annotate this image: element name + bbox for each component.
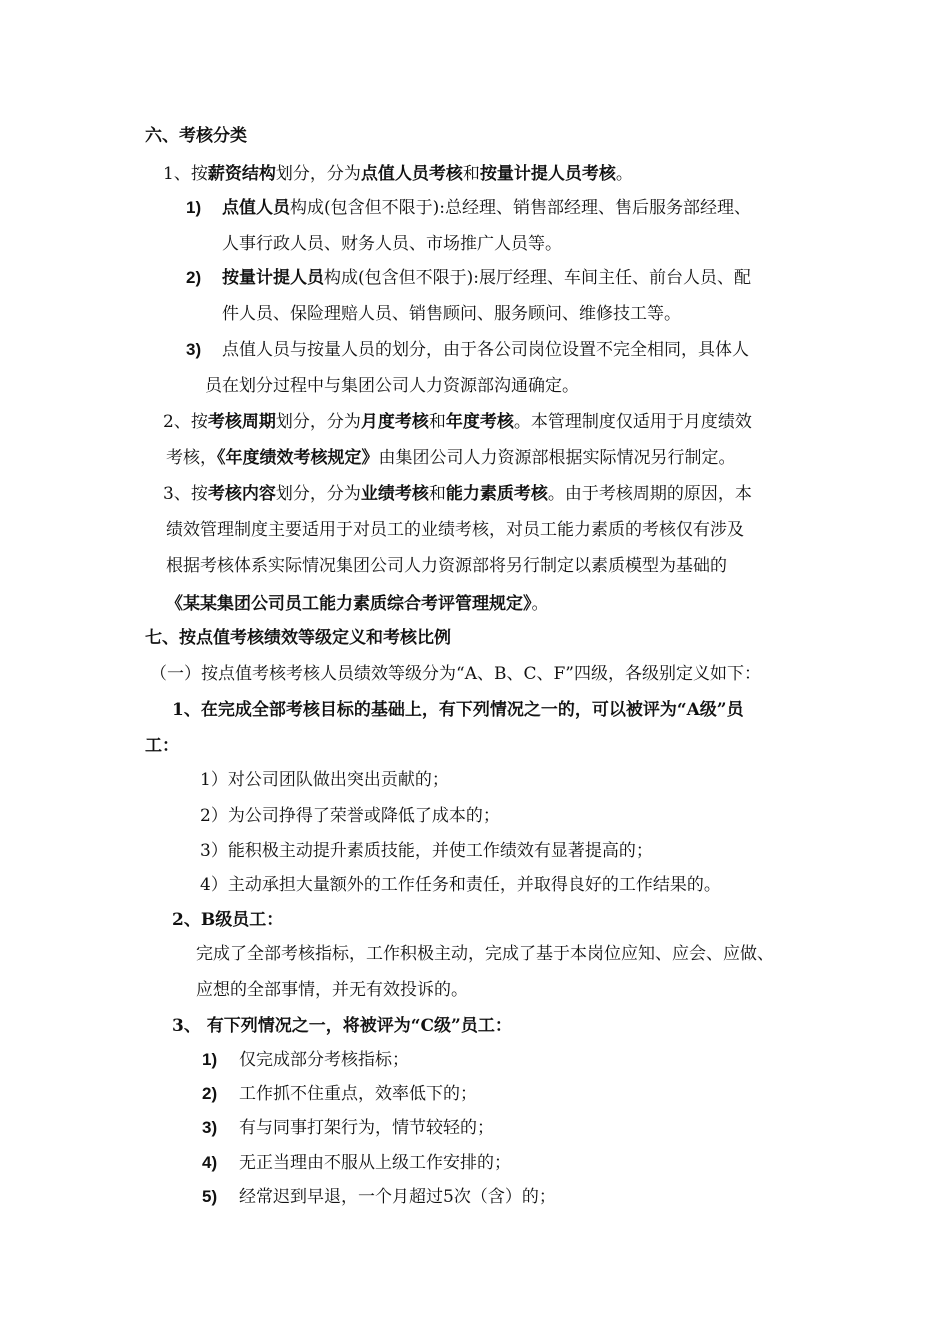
item2-t3: 。本管理制度仅适用于月度绩效: [513, 412, 752, 432]
item2-cont-a: 考核，: [166, 448, 217, 468]
item2-t2: 和: [428, 412, 446, 432]
gradeC-item-text: 工作抓不住重点，效率低下的；: [239, 1084, 477, 1104]
gradeC-item: [202, 1116, 494, 1140]
item1-sub1-bold: 点值人员: [222, 198, 290, 218]
item3-cont1: 绩效管理制度主要适用于对员工的业绩考核，对员工能力素质的考核仅有涉及: [166, 520, 744, 540]
item2-cont-b: 由集团公司人力资源部根据实际情况另行制定。: [378, 448, 736, 468]
gradeB-desc2: 应想的全部事情，并无有效投诉的。: [196, 980, 468, 1000]
item2-line: [163, 410, 752, 434]
item1-sub3-num: 3): [186, 340, 202, 359]
gradeB-title: 2、B级员工：: [172, 910, 284, 930]
item1-k1: 薪资结构: [207, 164, 276, 184]
item3-k3: 能力素质考核: [445, 484, 548, 504]
gradeC-title: 3、 有下列情况之一，将被评为“C级”员工：: [172, 1016, 512, 1036]
item3-cont3-bold: 《某某集团公司员工能力素质综合考评管理规定》: [166, 594, 532, 614]
item2-lead: 2、按: [163, 412, 208, 432]
item1-lead: 1、按: [163, 164, 208, 184]
gradeA-item: 1）对公司团队做出突出贡献的；: [200, 770, 449, 790]
item3-cont3-tail: 。: [531, 594, 549, 614]
item2-k1: 考核周期: [207, 412, 276, 432]
item3-lead: 3、按: [163, 484, 208, 504]
item1-t3: 。: [615, 164, 633, 184]
gradeC-item-num: 2): [202, 1084, 218, 1103]
item3-t1: 划分，分为: [275, 484, 361, 504]
gradeA-item: 3）能积极主动提升素质技能，并使工作绩效有显著提高的；: [200, 841, 653, 861]
gradeA-title-cont: 工：: [145, 736, 179, 756]
gradeC-item-num: 5): [202, 1187, 218, 1206]
item1-sub3-text: 点值人员与按量人员的划分，由于各公司岗位设置不完全相同，具体人: [222, 340, 749, 360]
gradeC-item: [202, 1082, 477, 1106]
section7-heading: 七、按点值考核绩效等级定义和考核比例: [145, 628, 451, 648]
gradeC-item-text: 有与同事打架行为，情节较轻的；: [239, 1118, 494, 1138]
gradeC-item: [202, 1185, 556, 1209]
item3-k1: 考核内容: [207, 484, 276, 504]
item1-k2: 点值人员考核: [360, 164, 463, 184]
item3-cont2: 根据考核体系实际情况集团公司人力资源部将另行制定以素质模型为基础的: [166, 556, 727, 576]
item3-line: [163, 482, 752, 506]
item3-t2: 和: [428, 484, 446, 504]
gradeA-item: 2）为公司挣得了荣誉或降低了成本的；: [200, 806, 500, 826]
item1-sub1: [186, 196, 751, 220]
item2-k2: 月度考核: [360, 412, 429, 432]
section6-heading: 六、考核分类: [145, 126, 247, 146]
item2-cont: [166, 446, 736, 470]
gradeC-item-num: 4): [202, 1153, 218, 1172]
item1-sub2: [186, 266, 751, 290]
item1-sub1-cont: 人事行政人员、财务人员、市场推广人员等。: [222, 234, 562, 254]
item1-sub3: [186, 338, 749, 362]
gradeC-item-num: 3): [202, 1118, 218, 1137]
gradeC-item: [202, 1048, 409, 1072]
item1-sub2-bold: 按量计提人员: [222, 268, 324, 288]
gradeB-desc1: 完成了全部考核指标，工作积极主动，完成了基于本岗位应知、应会、应做、: [196, 944, 774, 964]
gradeC-item-text: 仅完成部分考核指标；: [239, 1050, 409, 1070]
item1-t2: 和: [462, 164, 480, 184]
item3-k2: 业绩考核: [360, 484, 429, 504]
gradeA-item: 4）主动承担大量额外的工作任务和责任，并取得良好的工作结果的。: [200, 875, 721, 895]
gradeC-item-text: 无正当理由不服从上级工作安排的；: [239, 1153, 511, 1173]
section7-intro: （一）按点值考核考核人员绩效等级分为“A、B、C、F”四级，各级别定义如下：: [150, 664, 761, 684]
item2-k3: 年度考核: [445, 412, 514, 432]
item1-t1: 划分，分为: [275, 164, 361, 184]
gradeA-title: 1、在完成全部考核目标的基础上，有下列情况之一的，可以被评为“A级”员: [172, 700, 744, 720]
item3-cont3: [166, 592, 549, 616]
gradeC-item: [202, 1151, 511, 1175]
item1-sub2-text: 构成(包含但不限于):展厅经理、车间主任、前台人员、配: [324, 268, 751, 288]
item1-sub2-cont: 件人员、保险理赔人员、销售顾问、服务顾问、维修技工等。: [222, 304, 681, 324]
item2-t1: 划分，分为: [275, 412, 361, 432]
item1-sub1-text: 构成(包含但不限于):总经理、销售部经理、售后服务部经理、: [290, 198, 751, 218]
item1-sub3-cont: 员在划分过程中与集团公司人力资源部沟通确定。: [205, 376, 579, 396]
item1-k3: 按量计提人员考核: [479, 164, 616, 184]
item1-line: [163, 162, 633, 186]
item3-t3: 。由于考核周期的原因，本: [547, 484, 752, 504]
gradeC-item-text: 经常迟到早退，一个月超过5次（含）的；: [239, 1187, 556, 1207]
item2-cont-bold: 《年度绩效考核规定》: [217, 448, 379, 468]
gradeC-item-num: 1): [202, 1050, 218, 1069]
item1-sub2-num: 2): [186, 268, 202, 287]
item1-sub1-num: 1): [186, 198, 202, 217]
